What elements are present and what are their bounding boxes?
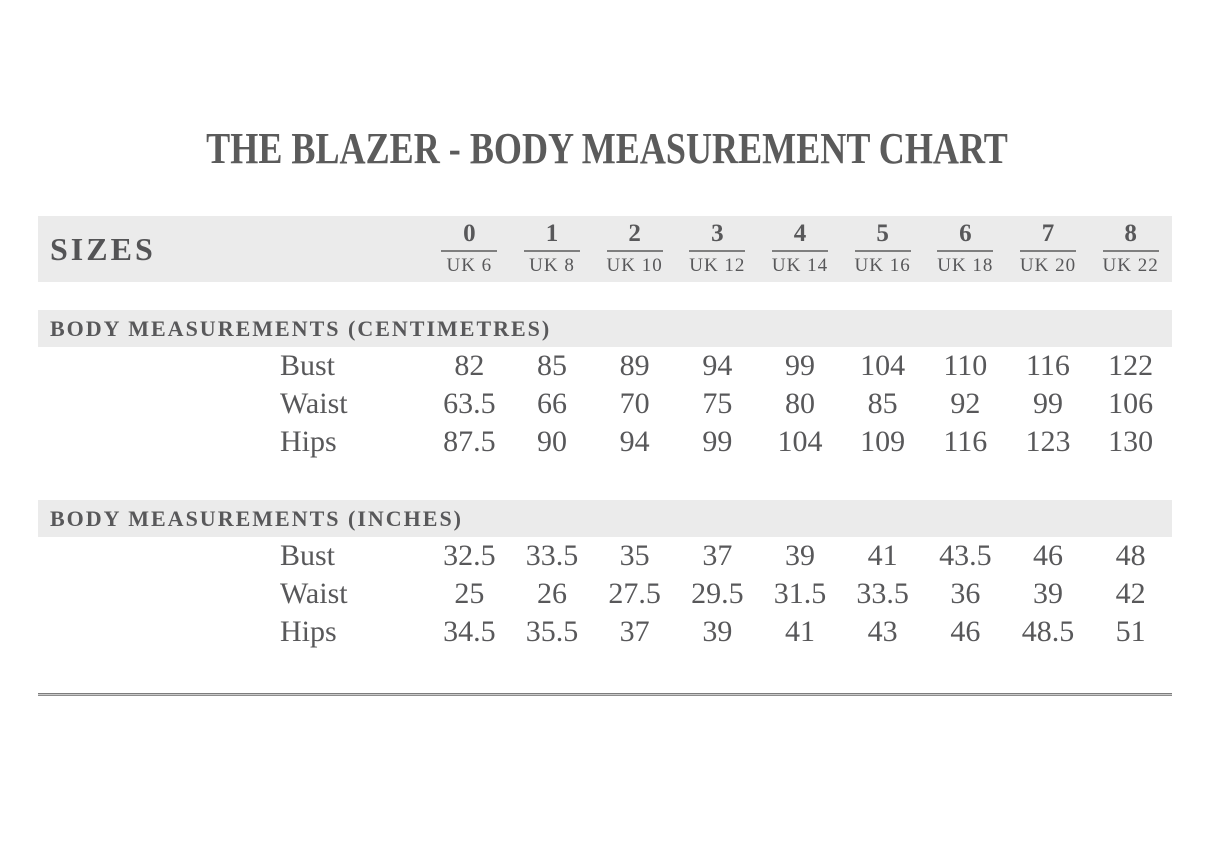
measurement-row [38,537,1172,575]
section-heading-centimetres: BODY MEASUREMENTS (CENTIMETRES) [38,310,1172,347]
size-uk-label: UK 20 [1019,255,1077,277]
measurement-row-label: Bust [280,539,336,572]
centimetres-rows [38,347,1172,461]
measurement-value: 116 [943,425,988,458]
size-underline [937,250,993,252]
measurement-value: 39 [1032,577,1063,610]
size-number: 5 [876,219,889,247]
measurement-value: 48 [1115,539,1146,572]
size-underline [855,250,911,252]
size-column [676,221,759,277]
measurement-value: 41 [784,615,815,648]
measurement-value: 75 [702,387,733,420]
measurement-value: 39 [784,539,815,572]
measurement-row-label: Waist [280,387,348,420]
size-uk-label: UK 12 [689,255,746,277]
measurement-value: 70 [619,387,650,420]
section-heading-inches: BODY MEASUREMENTS (INCHES) [38,500,1172,537]
measurement-value: 110 [943,349,988,382]
measurement-value: 94 [619,425,650,458]
measurement-value: 27.5 [608,577,661,610]
measurement-value: 82 [454,349,485,382]
sizes-header-row [38,216,1172,282]
measurement-value: 92 [950,387,981,420]
size-column [759,221,842,277]
measurement-value: 89 [619,349,650,382]
size-uk-label: UK 8 [529,255,575,277]
measurement-value: 46 [1032,539,1063,572]
size-column [924,221,1007,277]
measurement-value: 87.5 [443,425,496,458]
measurement-row [38,575,1172,613]
size-uk-label: UK 18 [937,255,994,277]
size-underline [1020,250,1076,252]
size-number: 2 [628,219,641,247]
measurement-row-label: Hips [280,615,337,648]
measurement-row-label: Waist [280,577,348,610]
size-underline [524,250,580,252]
measurement-value: 104 [777,425,823,458]
measurement-value: 37 [702,539,733,572]
measurement-value: 48.5 [1021,615,1075,648]
measurement-value: 35.5 [525,615,579,648]
measurement-value: 42 [1115,577,1146,610]
size-underline [689,250,745,252]
size-chart-table [38,216,1172,696]
inches-rows [38,537,1172,651]
measurement-value: 39 [702,615,733,648]
size-number: 8 [1124,219,1137,247]
sizes-row-label: SIZES [50,230,156,267]
measurement-value: 122 [1108,349,1154,382]
size-column [1089,221,1172,277]
size-underline [607,250,663,252]
measurement-value: 34.5 [443,615,496,648]
measurement-row-label: Bust [280,349,336,382]
measurement-value: 94 [702,349,733,382]
measurement-value: 41 [867,539,898,572]
size-underline [441,250,497,252]
measurement-value: 99 [1032,387,1063,420]
size-underline [1103,250,1159,252]
measurement-value: 43.5 [939,539,992,572]
size-column [841,221,924,277]
measurement-row [38,385,1172,423]
measurement-row-label: Hips [280,425,337,458]
measurement-value: 106 [1108,387,1154,420]
measurement-value: 36 [950,577,981,610]
measurement-value: 85 [867,387,898,420]
measurement-value: 46 [950,615,981,648]
measurement-row [38,423,1172,461]
measurement-value: 123 [1025,425,1071,458]
page-title: THE BLAZER - BODY MEASUREMENT CHART [206,124,1008,173]
size-uk-label: UK 6 [446,255,493,277]
size-number: 6 [959,219,972,247]
measurement-value: 99 [702,425,733,458]
size-number: 1 [545,219,559,247]
size-uk-label: UK 10 [606,255,663,277]
measurement-value: 90 [536,425,567,458]
measurement-value: 25 [454,577,485,610]
measurement-value: 51 [1115,615,1146,648]
measurement-value: 26 [536,577,567,610]
measurement-row [38,347,1172,385]
size-column [428,221,511,277]
measurement-value: 116 [1026,349,1070,382]
measurement-value: 43 [867,615,898,648]
measurement-value: 35 [619,539,650,572]
size-number: 0 [463,219,476,247]
measurement-value: 32.5 [443,539,496,572]
size-column [511,221,594,277]
measurement-value: 29.5 [691,577,744,610]
size-uk-label: UK 14 [771,255,829,277]
size-underline [772,250,828,252]
size-column [593,221,676,277]
size-number: 3 [711,219,724,247]
measurement-value: 99 [784,349,815,382]
measurement-value: 130 [1108,425,1154,458]
measurement-value: 33.5 [525,539,579,572]
size-uk-label: UK 22 [1102,255,1159,277]
size-column [1007,221,1090,277]
measurement-row [38,613,1172,651]
size-uk-label: UK 16 [854,255,911,277]
measurement-value: 33.5 [856,577,909,610]
measurement-value: 37 [619,615,650,648]
measurement-value: 85 [536,349,567,382]
measurement-value: 109 [860,425,906,458]
measurement-value: 31.5 [773,577,827,610]
measurement-value: 80 [784,387,815,420]
measurement-value: 104 [860,349,906,382]
bottom-divider-rule [38,693,1172,696]
measurement-value: 63.5 [443,387,496,420]
measurement-value: 66 [536,387,567,420]
size-number: 7 [1041,219,1055,247]
size-number: 4 [793,219,807,247]
